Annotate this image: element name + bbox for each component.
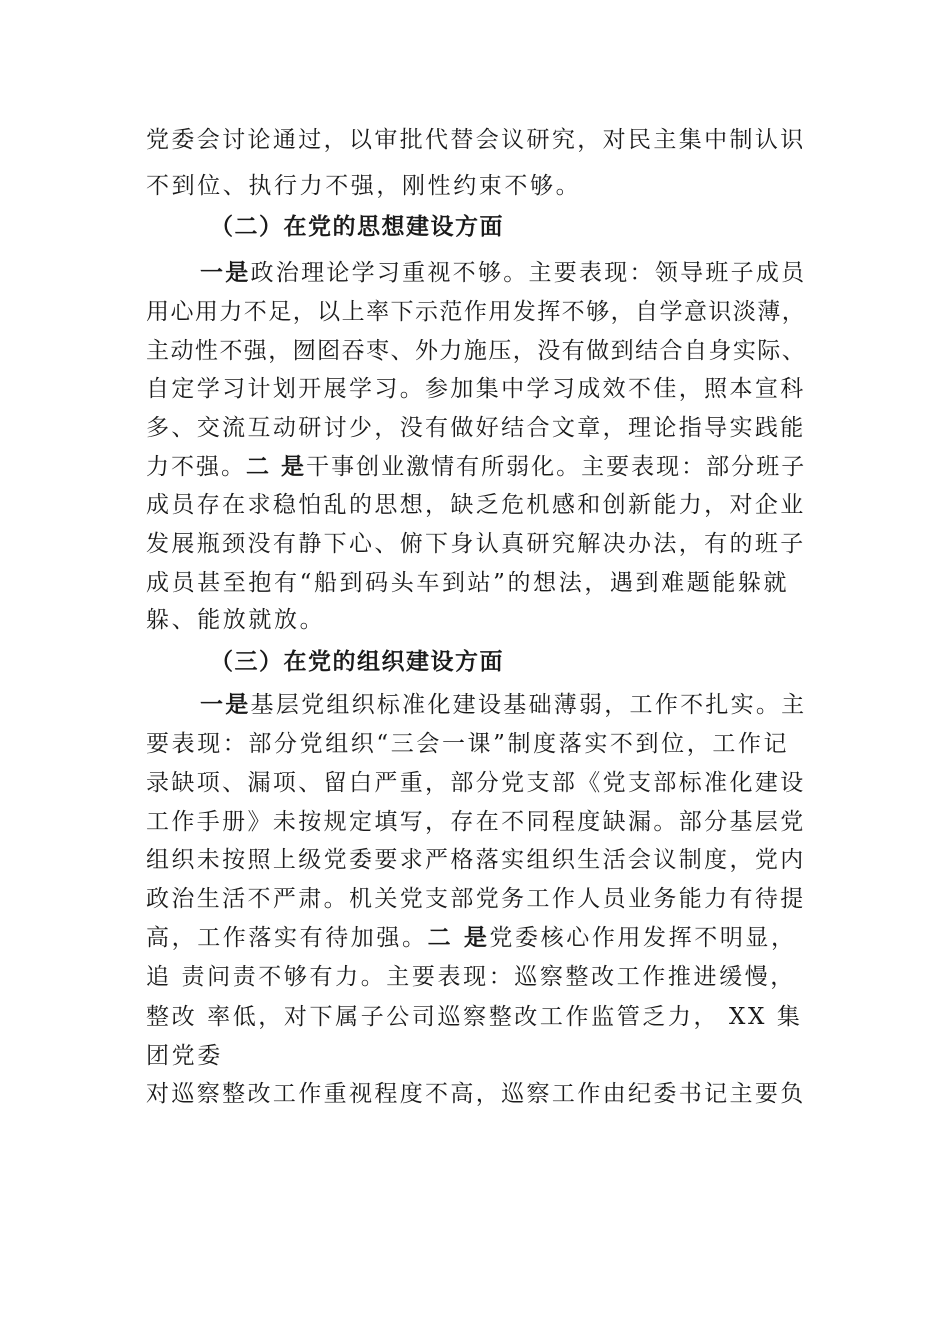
text-line: 团党委 [146, 1043, 223, 1069]
text-line: 用心用力不足，以上率下示范作用发挥不够，自学意识淡薄， [146, 299, 807, 325]
section-heading: （二）在党的思想建设方面 [210, 213, 504, 240]
text-line [146, 452, 806, 482]
text-line: 发展瓶颈没有静下心、俯下身认真研究解决办法，有的班子 [146, 531, 806, 557]
text-line: 组织未按照上级党委要求严格落实组织生活会议制度，党内 [146, 847, 806, 873]
text-line: 不到位、执行力不强，刚性约束不够。 [146, 173, 582, 199]
text-run: 高，工作落实有待加强。 [146, 925, 428, 951]
text-line: 工作手册》未按规定填写，存在不同程度缺漏。部分基层党 [146, 809, 806, 835]
text-line: 躲、能放就放。 [146, 607, 326, 633]
text-line [146, 923, 797, 953]
text-run: 基层党组织标准化建设基础薄弱，工作不扎实。主 [250, 692, 807, 718]
text-line: 政治生活不严肃。机关党支部党务工作人员业务能力有待提 [146, 886, 806, 912]
text-line [200, 258, 806, 288]
text-line: 自定学习计划开展学习。参加集中学习成效不佳，照本宣科 [146, 376, 806, 402]
text-run: 干事创业激情有所弱化。主要表现：部分班子 [306, 454, 807, 480]
lead-phrase: 二 是 [427, 924, 490, 951]
text-run: 党委核心作用发挥不明显， [489, 925, 797, 951]
lead-phrase: 一是 [200, 259, 251, 286]
text-run: 政治理论学习重视不够。主要表现：领导班子成员 [250, 260, 807, 286]
text-line: 主动性不强，囫囵吞枣、外力施压，没有做到结合自身实际、 [146, 338, 807, 364]
text-run: 力不强。 [146, 454, 247, 480]
lead-phrase: 二 是 [246, 453, 307, 480]
lead-phrase: 一是 [200, 691, 251, 718]
text-line: 要表现：部分党组织“三会一课”制度落实不到位，工作记 [146, 731, 790, 757]
text-line: 成员存在求稳怕乱的思想，缺乏危机感和创新能力，对企业 [146, 492, 806, 518]
text-line [200, 690, 806, 720]
text-line: 多、交流互动研讨少，没有做好结合文章，理论指导实践能 [146, 415, 806, 441]
text-line: 成员甚至抱有“船到码头车到站”的想法，遇到难题能躲就 [146, 570, 790, 596]
text-line: 整改 率低，对下属子公司巡察整改工作监管乏力， XX 集 [146, 1004, 803, 1030]
text-line: 录缺项、漏项、留白严重，部分党支部《党支部标准化建设 [146, 770, 806, 796]
text-line: 追 责问责不够有力。主要表现：巡察整改工作推进缓慢， [146, 964, 796, 990]
section-heading: （三）在党的组织建设方面 [210, 648, 504, 675]
text-line: 对巡察整改工作重视程度不高，巡察工作由纪委书记主要负 [146, 1081, 806, 1107]
text-line: 党委会讨论通过，以审批代替会议研究，对民主集中制认识 [146, 127, 806, 153]
